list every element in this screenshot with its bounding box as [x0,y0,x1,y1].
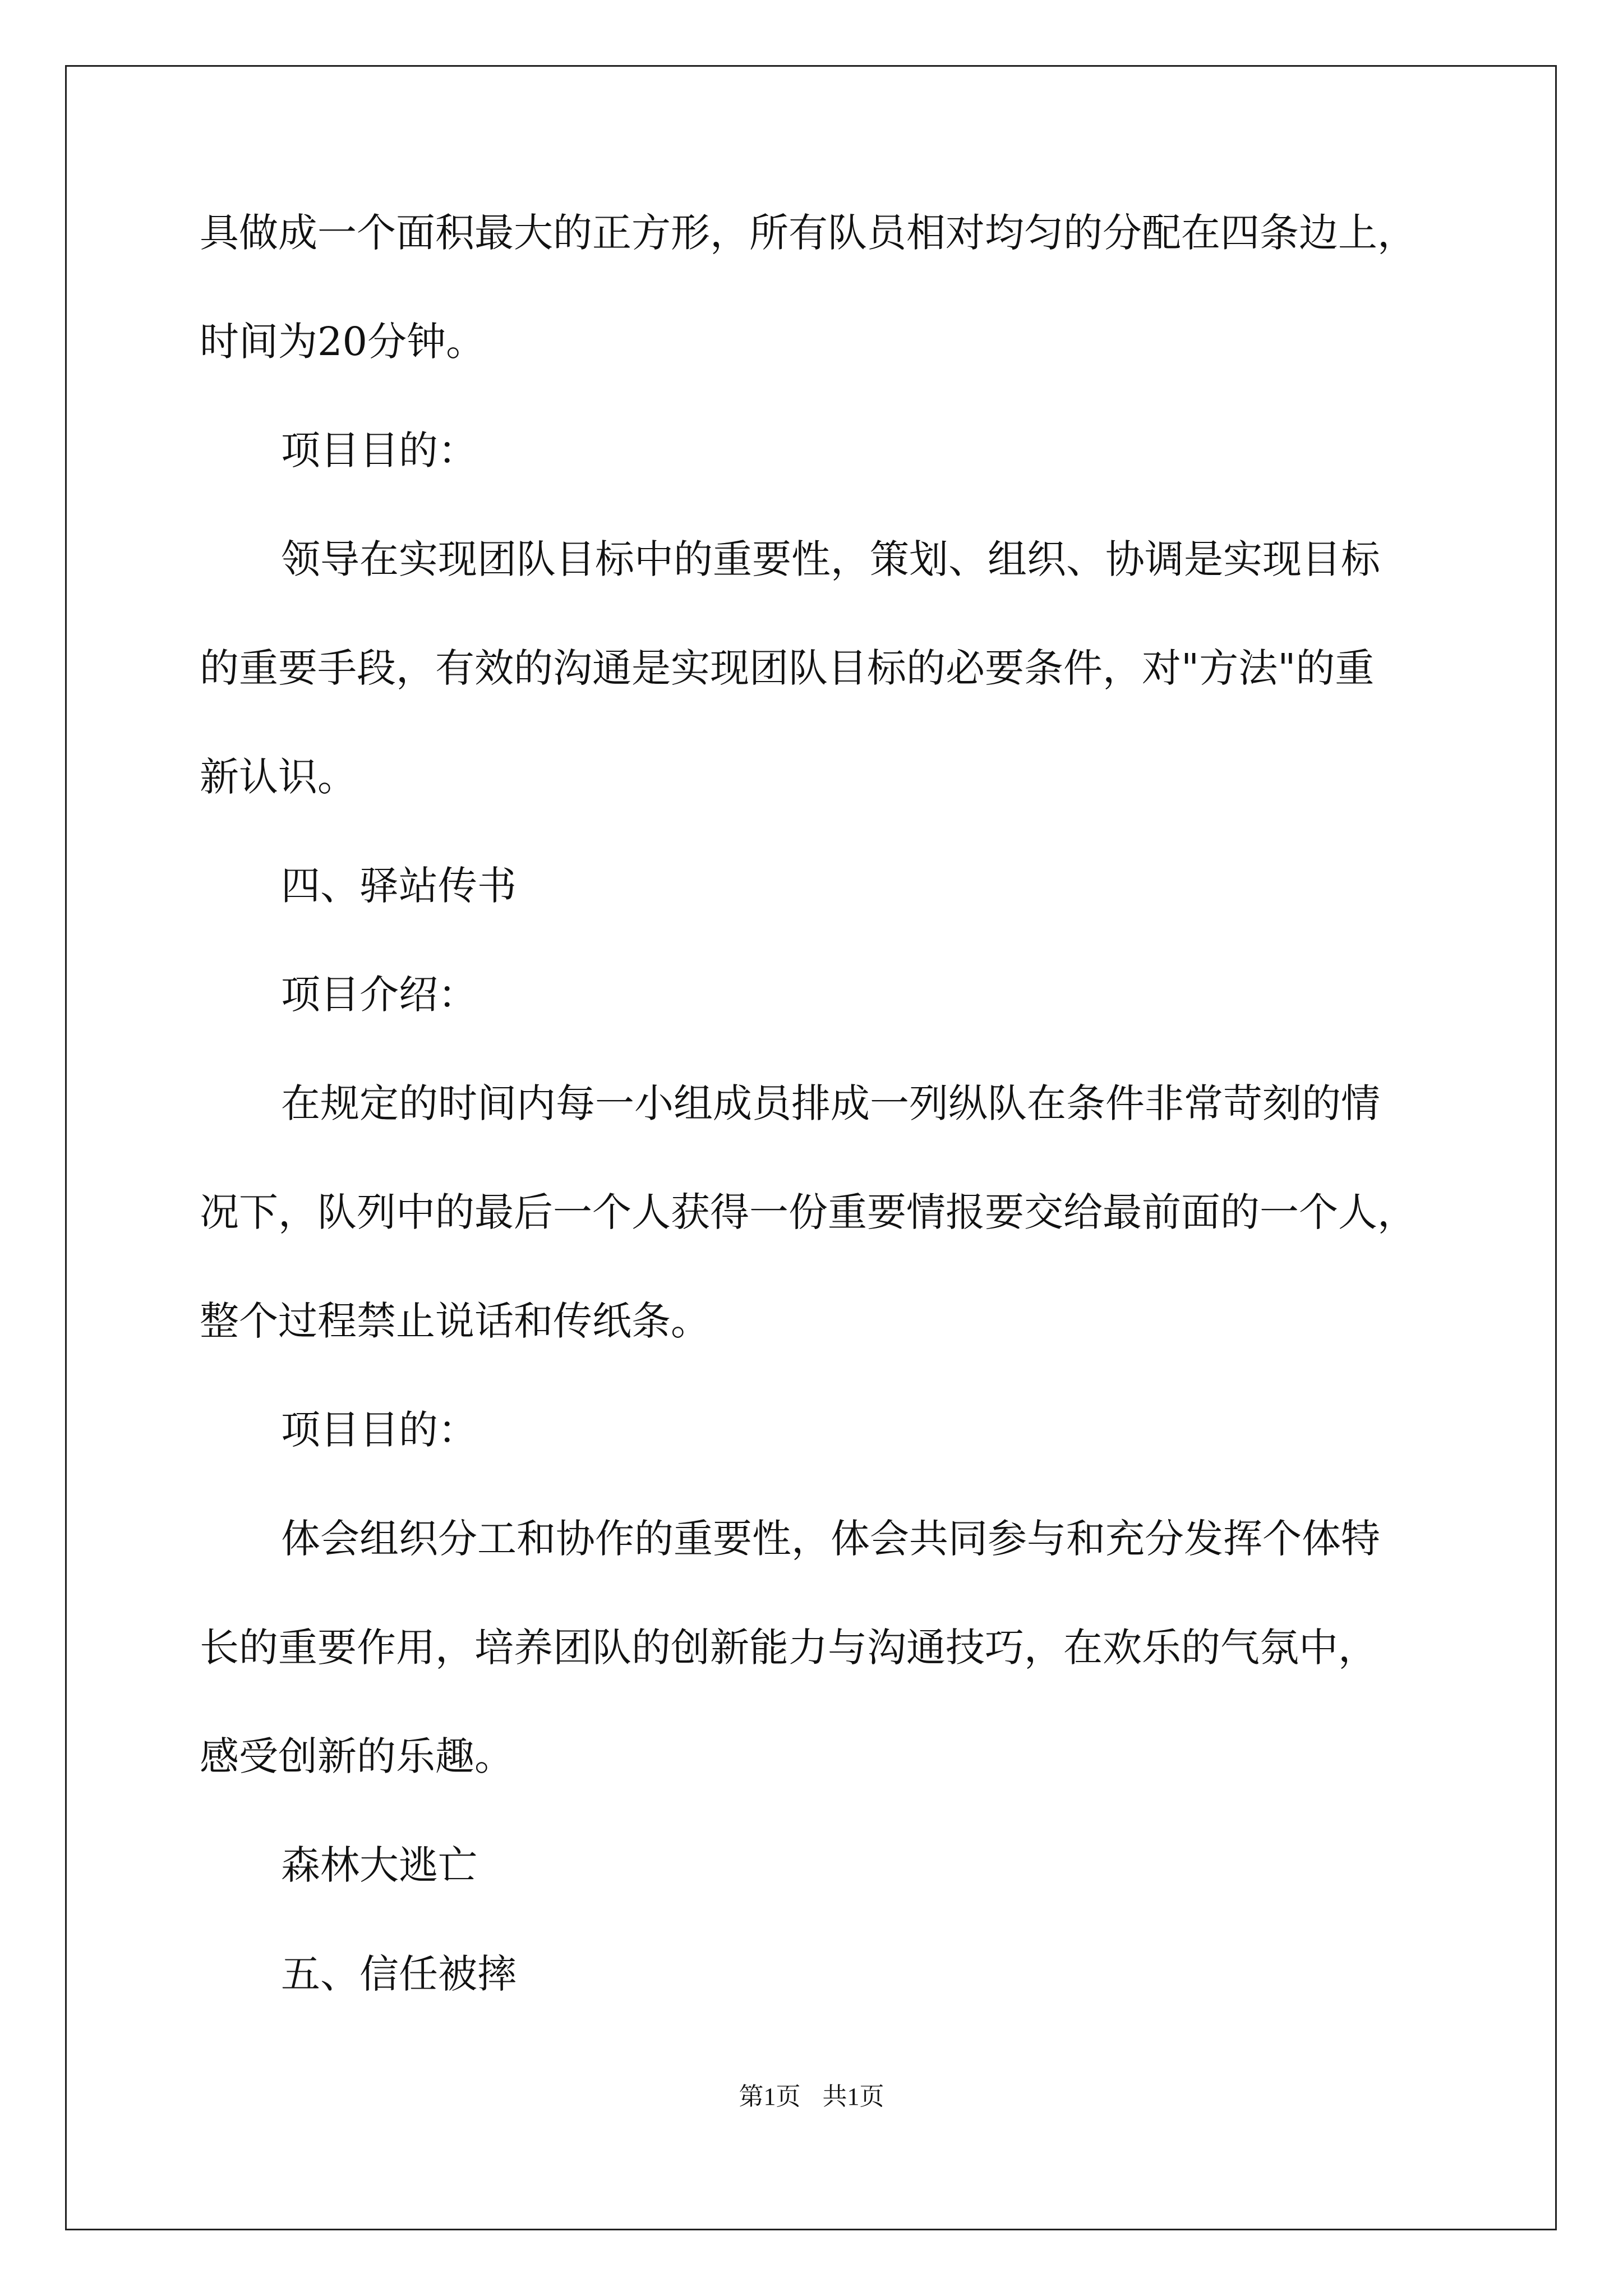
section-heading: 森林大逃亡 [281,1842,477,1888]
paragraph-line: 时间为20分钟。 [200,319,486,365]
paragraph-line: 整个过程禁止说话和传纸条。 [200,1298,710,1344]
paragraph-line: 体会组织分工和协作的重要性，体会共同参与和充分发挥个体特 [281,1516,1380,1562]
paragraph-line: 的重要手段，有效的沟通是实现团队目标的必要条件，对"方法"的重 [200,645,1375,691]
paragraph-line: 感受创新的乐趣。 [200,1733,514,1779]
paragraph-line: 在规定的时间内每一小组成员排成一列纵队在条件非常苛刻的情 [281,1080,1380,1126]
section-heading: 四、驿站传书 [281,863,517,909]
paragraph-line: 况下，队列中的最后一个人获得一份重要情报要交给最前面的一个人， [200,1189,1417,1235]
page-border [65,65,1557,2230]
section-heading: 项目介绍： [281,972,477,1018]
section-heading: 项目目的： [281,427,477,473]
section-heading: 项目目的： [281,1407,477,1453]
page-footer [0,2080,1623,2114]
paragraph-line: 长的重要作用，培养团队的创新能力与沟通技巧，在欢乐的气氛中， [200,1625,1377,1671]
paragraph-line: 领导在实现团队目标中的重要性，策划、组织、协调是实现目标 [281,536,1380,582]
page-number: 第1页 [739,2083,801,2110]
section-heading: 五、信任被摔 [281,1951,517,1997]
page-total: 共1页 [822,2083,884,2110]
paragraph-line: 新认识。 [200,754,357,800]
paragraph-line: 具做成一个面积最大的正方形，所有队员相对均匀的分配在四条边上， [200,210,1417,256]
